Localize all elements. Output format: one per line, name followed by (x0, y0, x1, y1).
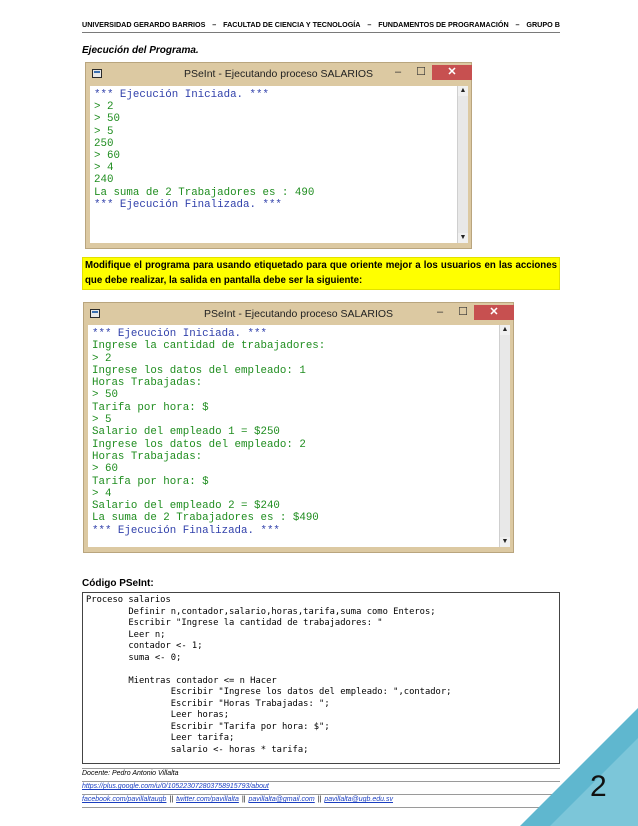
console-line: > 2 (94, 101, 114, 114)
console-output (88, 325, 499, 547)
footer-plus-link[interactable]: https://plus.google.com/u/0/105223072803758915793/about (82, 783, 269, 790)
footer-rule (82, 807, 560, 808)
header-faculty: FACULTAD DE CIENCIA Y TECNOLOGÍA (223, 19, 361, 29)
minimize-button[interactable]: – (436, 306, 444, 318)
console-line: *** Ejecución Iniciada. *** (92, 328, 267, 340)
window-titlebar[interactable] (84, 303, 513, 325)
window-title: PSeInt - Ejecutando proceso SALARIOS (203, 308, 394, 320)
code-line: Leer tarifa; (86, 733, 235, 743)
link-separator: || (169, 796, 174, 803)
console-line: Tarifa por hora: $ (92, 475, 209, 488)
header-separator: – (367, 19, 372, 29)
corner-decoration (520, 708, 638, 826)
footer-rule (82, 794, 560, 795)
header-university: UNIVERSIDAD GERARDO BARRIOS (82, 19, 206, 29)
minimize-button[interactable]: – (394, 66, 402, 78)
scroll-up-arrow-icon[interactable]: ▲ (501, 326, 509, 333)
console-line: > 5 (94, 125, 114, 138)
console-line: La suma de 2 Trabajadores es : $490 (92, 512, 319, 525)
console-line: Tarifa por hora: $ (92, 401, 209, 414)
code-line: salario <- horas * tarifa; (86, 744, 309, 755)
code-line: Escribir "Ingrese la cantidad de trabajadores: " (86, 618, 383, 628)
facebook-link[interactable]: facebook.com/pavillaltaugb (82, 796, 167, 803)
vertical-scrollbar[interactable] (499, 325, 510, 547)
code-block (82, 592, 560, 764)
code-title: Código PSeInt: (82, 578, 154, 589)
ugb-email-link[interactable]: pavillalta@ugb.edu.sv (324, 796, 393, 803)
page-header (82, 18, 560, 30)
code-line: Leer horas; (86, 710, 229, 720)
console-line: Horas Trabajadas: (92, 377, 203, 390)
header-rule (82, 32, 560, 33)
vertical-scrollbar[interactable] (457, 86, 468, 243)
footer-social-links (82, 796, 393, 803)
code-line: Leer n; (86, 629, 166, 640)
console-window-2 (83, 302, 514, 553)
header-group: GRUPO B (526, 19, 560, 29)
console-line: > 2 (92, 352, 112, 365)
window-title: PSeInt - Ejecutando proceso SALARIOS (183, 68, 374, 80)
code-line: Escribir "Horas Trabajadas: "; (86, 698, 330, 709)
console-line: > 4 (94, 162, 114, 175)
scroll-up-arrow-icon[interactable]: ▲ (459, 87, 467, 94)
page-number: 2 (590, 770, 607, 803)
console-line: Salario del empleado 2 = $240 (92, 500, 280, 513)
link-separator: || (317, 796, 322, 803)
console-line: > 50 (92, 389, 118, 402)
code-line: contador <- 1; (86, 641, 203, 651)
console-line: *** Ejecución Finalizada. *** (92, 524, 280, 537)
code-line (86, 664, 559, 676)
close-button[interactable]: ✕ (432, 65, 472, 80)
code-line: Proceso salarios (86, 595, 171, 605)
code-line: Escribir "Ingrese los datos del empleado: ",contador; (86, 687, 452, 697)
code-line: Definir n,contador,salario,horas,tarifa,suma como Enteros; (86, 606, 436, 617)
console-line: > 5 (92, 414, 112, 427)
console-line: > 60 (92, 463, 118, 476)
close-button[interactable]: ✕ (474, 305, 514, 320)
console-line: Ingrese la cantidad de trabajadores: (92, 340, 326, 353)
maximize-button[interactable]: ☐ (416, 66, 426, 78)
code-line: suma <- 0; (86, 652, 182, 663)
footer-rule (82, 781, 560, 782)
console-line: Horas Trabajadas: (92, 450, 203, 463)
console-window-1 (85, 62, 472, 249)
scroll-down-arrow-icon[interactable]: ▼ (501, 538, 509, 545)
footer-teacher: Docente: Pedro Antonio Villalta (82, 770, 179, 777)
instruction-text: Modifique el programa para usando etiquetado para que oriente mejor a los usuarios en las acciones que debe realizar, la salida en pantalla debe ser la siguiente: (82, 257, 560, 290)
console-line: *** Ejecución Finalizada. *** (94, 198, 282, 211)
console-line: Ingrese los datos del empleado: 1 (92, 364, 306, 377)
console-line: > 60 (94, 150, 120, 163)
header-course: FUNDAMENTOS DE PROGRAMACIÓN (378, 19, 509, 29)
console-line: Salario del empleado 1 = $250 (92, 426, 280, 439)
maximize-button[interactable]: ☐ (458, 306, 468, 318)
code-line: Escribir "Tarifa por hora: $"; (86, 721, 330, 732)
footer-rule (82, 768, 560, 769)
header-separator: – (212, 19, 217, 29)
console-line: 240 (94, 174, 114, 187)
window-titlebar[interactable] (86, 63, 471, 85)
console-line: La suma de 2 Trabajadores es : 490 (94, 186, 315, 199)
console-output (90, 86, 457, 243)
scroll-down-arrow-icon[interactable]: ▼ (459, 234, 467, 241)
twitter-link[interactable]: twitter.com/pavillalta (176, 796, 239, 803)
section-title: Ejecución del Programa. (82, 45, 199, 56)
code-line: Mientras contador <= n Hacer (86, 675, 277, 686)
console-line: *** Ejecución Iniciada. *** (94, 89, 269, 101)
link-separator: || (241, 796, 246, 803)
console-line: Ingrese los datos del empleado: 2 (92, 438, 306, 451)
console-line: > 4 (92, 487, 112, 500)
gmail-link[interactable]: pavillalta@gmail.com (248, 796, 315, 803)
console-line: > 50 (94, 113, 120, 126)
console-line: 250 (94, 137, 114, 150)
header-separator: – (515, 19, 520, 29)
